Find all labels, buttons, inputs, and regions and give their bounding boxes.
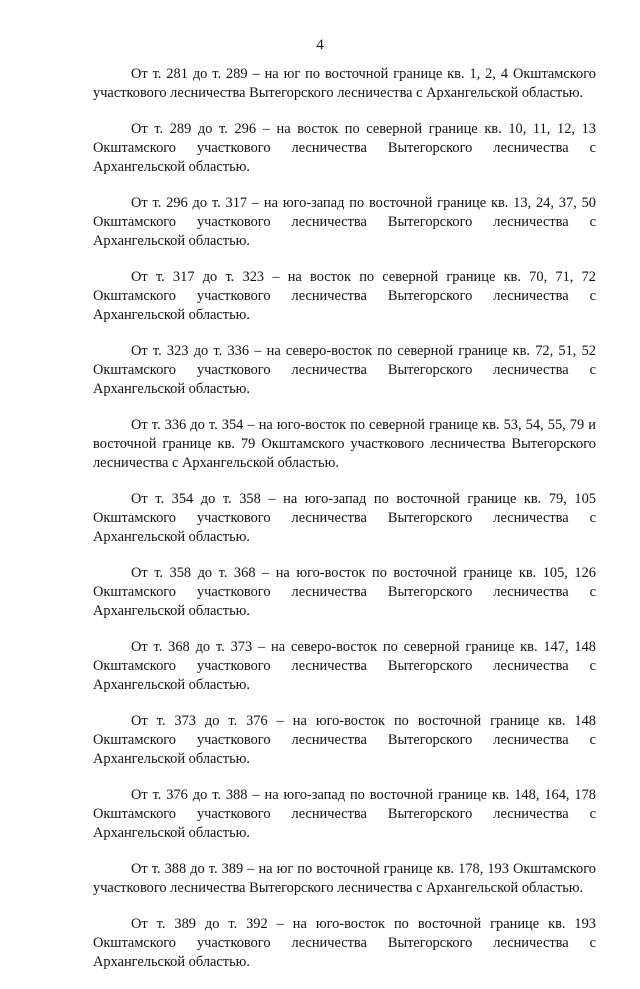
boundary-paragraph-1: От т. 281 до т. 289 – на юг по восточной границе кв. 1, 2, 4 Окштамского участкового лесничества Вытегорского лесничества с Архангельской областью. bbox=[93, 66, 596, 101]
boundary-paragraph-6: От т. 336 до т. 354 – на юго-восток по северной границе кв. 53, 54, 55, 79 и восточной границе кв. 79 Окштамского участкового лесничества Вытегорского лесничества с Архангельской областью. bbox=[93, 417, 596, 471]
document-body bbox=[93, 65, 596, 989]
boundary-paragraph-5: От т. 323 до т. 336 – на северо-восток по северной границе кв. 72, 51, 52 Окштамского участкового лесничества Вытегорского лесничества с Архангельской областью. bbox=[93, 343, 596, 397]
boundary-paragraph-10: От т. 373 до т. 376 – на юго-восток по восточной границе кв. 148 Окштамского участкового лесничества Вытегорского лесничества с Архангельской областью. bbox=[93, 713, 596, 767]
boundary-paragraph-11: От т. 376 до т. 388 – на юго-запад по восточной границе кв. 148, 164, 178 Окштамского участкового лесничества Вытегорского лесничества с Архангельской областью. bbox=[93, 787, 596, 841]
boundary-paragraph-8: От т. 358 до т. 368 – на юго-восток по восточной границе кв. 105, 126 Окштамского участкового лесничества Вытегорского лесничества с Архангельской областью. bbox=[93, 565, 596, 619]
boundary-paragraph-2: От т. 289 до т. 296 – на восток по северной границе кв. 10, 11, 12, 13 Окштамского участкового лесничества Вытегорского лесничества с Архангельской областью. bbox=[93, 121, 596, 175]
boundary-paragraph-9: От т. 368 до т. 373 – на северо-восток по северной границе кв. 147, 148 Окштамского участкового лесничества Вытегорского лесничества с Архангельской областью. bbox=[93, 639, 596, 693]
page-number: 4 bbox=[316, 37, 324, 53]
boundary-paragraph-7: От т. 354 до т. 358 – на юго-запад по восточной границе кв. 79, 105 Окштамского участкового лесничества Вытегорского лесничества с Архангельской областью. bbox=[93, 491, 596, 545]
boundary-paragraph-13: От т. 389 до т. 392 – на юго-восток по восточной границе кв. 193 Окштамского участкового лесничества Вытегорского лесничества с Архангельской областью. bbox=[93, 916, 596, 970]
boundary-paragraph-3: От т. 296 до т. 317 – на юго-запад по восточной границе кв. 13, 24, 37, 50 Окштамского участкового лесничества Вытегорского лесничества с Архангельской областью. bbox=[93, 195, 596, 249]
boundary-paragraph-4: От т. 317 до т. 323 – на восток по северной границе кв. 70, 71, 72 Окштамского участкового лесничества Вытегорского лесничества с Архангельской областью. bbox=[93, 269, 596, 323]
boundary-paragraph-12: От т. 388 до т. 389 – на юг по восточной границе кв. 178, 193 Окштамского участкового лесничества Вытегорского лесничества с Архангельской областью. bbox=[93, 861, 596, 896]
